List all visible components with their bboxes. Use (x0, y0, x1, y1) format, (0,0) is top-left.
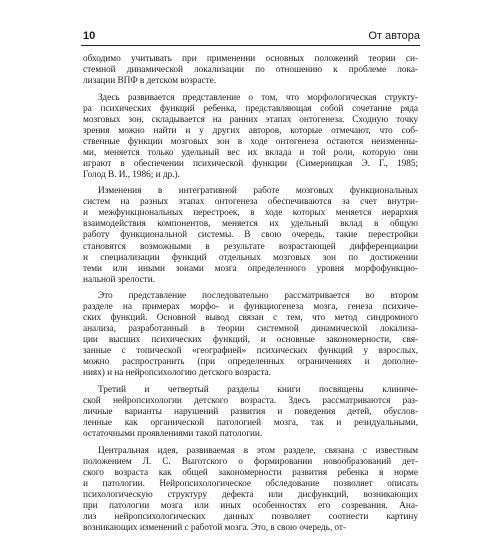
text-line: ленные как органической патологией мозга, так и резидуальными, (83, 418, 418, 429)
text-line: ских функций. Основной вывод связан с тем, что метод синдромного (83, 313, 418, 324)
running-head: От автора (368, 30, 420, 42)
text-line: анализа, разработанный в теории системной динамической локализа- (83, 324, 418, 335)
text-line: лизации ВПФ в детском возрасте. (83, 76, 217, 87)
text-line: ской нейропсихологии детского возраста. Здесь рассматриваются раз- (83, 395, 418, 406)
text-line: становятся возможными в результате возрастающей дифференциации (83, 241, 418, 252)
text-line: ниях) и на нейропсихологию детского возраста. (83, 368, 271, 379)
text-line: работу функциональной системы. В свою очередь, такие перестройки (83, 230, 418, 241)
page-number: 10 (83, 30, 96, 42)
text-line: разделе на примерах морфо- и функциогенеза мозга, генеза психиче- (83, 302, 418, 313)
paragraph (83, 186, 418, 285)
text-line: мозговых зон, складывается на ранних этапах онтогенеза. Сходную точку (83, 114, 418, 125)
text-line: и специализации функций отдельных мозговых зон по достижении (83, 252, 418, 263)
text-line: стемной динамической локализации по отношению к проблеме лока- (83, 65, 418, 76)
text-line: при патологии мозга или иных особенностях его созревания. Ана- (83, 500, 418, 511)
text-line: зрения можно найти и у других авторов, которые отмечают, что соб- (83, 125, 418, 136)
text-line: обходимо учитывать при применении основных положений теории си- (83, 54, 418, 64)
page-header (81, 26, 420, 44)
text-line: занные с топической «географией» психических функций у взрослых, (83, 346, 418, 357)
paragraph (83, 446, 418, 534)
paragraph (83, 291, 418, 379)
text-line: психологическую структуру дефекта или дисфункций, возникающих (83, 489, 418, 500)
text-line: и патологии. Нейропсихологическое обследование позволяет описать (83, 478, 418, 489)
text-line: лиз нейропсихологических данных позволяет соотнести картину (83, 511, 418, 522)
text-line: ми, меняется только удельный вес их вклада и той роли, которую они (83, 147, 418, 158)
text-line: Центральная идея, развиваемая в этом разделе, связана с известным (98, 445, 418, 456)
text-line: ра психических функций ребенка, представляющая собой сочетание ряда (83, 103, 418, 114)
text-line: Это представление последовательно рассматривается во втором (98, 291, 418, 302)
text-line: взаимодействия компонентов, меняется их удельный вклад в общую (83, 219, 418, 230)
text-line: можно распространить (при определенных ограничениях и дополне- (83, 357, 418, 368)
paragraph (83, 54, 418, 87)
text-line: Третий и четвертый разделы книги посвящены клиниче- (98, 384, 418, 395)
text-line: ского возраста как общей закономерности развития ребенка в норме (83, 467, 418, 478)
text-line: нальной зрелости. (83, 274, 155, 285)
text-line: систем на разных этапах онтогенеза обеспечиваются за счет внутри- (83, 197, 418, 208)
text-line: ции высших психических функций, и основные закономерности, свя- (83, 335, 418, 346)
text-line: личные варианты нарушений развития и поведения детей, обуслов- (83, 406, 418, 417)
text-line: и межфункциональных перестроек, в ходе которых меняется иерархия (83, 208, 418, 219)
text-line: Здесь развивается представление о том, что морфологическая структу- (98, 92, 418, 103)
text-line: остаточными проявлениями такой патологии. (83, 429, 263, 440)
header-rule (81, 45, 420, 46)
text-line: возникающих изменений с работой мозга. Это, в свою очередь, от- (83, 522, 347, 533)
text-line: играют в обеспечении психической функции (Симерницкая Э. Г., 1985; (83, 158, 418, 169)
text-line: ственные функции мозговых зон в ходе онтогенеза остаются неизменны- (83, 136, 418, 147)
text-line: Изменения в интегративной работе мозговых функциональных (98, 186, 418, 197)
paragraph (83, 385, 418, 440)
text-line: теми или иными зонами мозга определенного уровня морфофункцио- (83, 263, 418, 274)
body-text (83, 54, 418, 539)
paragraph (83, 93, 418, 181)
text-line: положением Л. С. Выготского о формировании новообразований дет- (83, 456, 418, 467)
text-line: Голод В. И., 1986; и др.). (83, 169, 180, 180)
